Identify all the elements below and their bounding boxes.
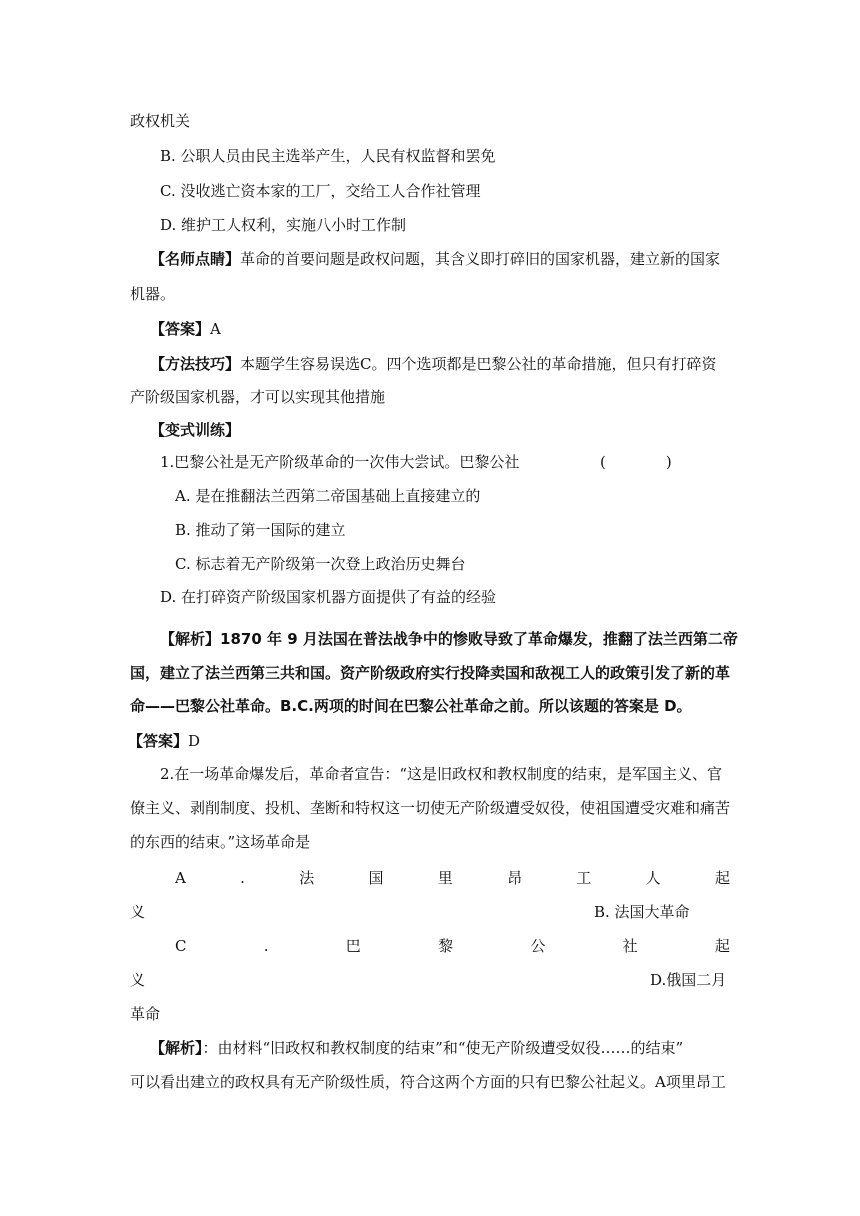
char: . bbox=[263, 937, 269, 955]
text-line: 可以看出建立的政权具有无产阶级性质，符合这两个方面的只有巴黎公社起义。A项里昂工 bbox=[130, 1073, 726, 1091]
char: 人 bbox=[645, 869, 661, 887]
text-line: 产阶级国家机器，才可以实现其他措施 bbox=[130, 388, 386, 406]
option-d: D. 维护工人权利，实施八小时工作制 bbox=[160, 216, 407, 234]
char: 起 bbox=[714, 869, 730, 887]
question-1 bbox=[160, 451, 760, 473]
option-a: A. 是在推翻法兰西第二帝国基础上直接建立的 bbox=[175, 487, 481, 505]
option-c-spread bbox=[175, 935, 730, 957]
analysis-tag: 【解析】 bbox=[150, 1039, 203, 1057]
char: 法 bbox=[299, 869, 315, 887]
answer-tag: 【答案】 bbox=[150, 320, 211, 338]
answer-1 bbox=[150, 318, 750, 340]
analysis-2 bbox=[150, 1037, 750, 1059]
option-b: B. 推动了第一国际的建立 bbox=[175, 521, 346, 539]
char: . bbox=[240, 869, 245, 887]
question-2: 2.在一场革命爆发后，革命者宣告：“这是旧政权和教权制度的结束，是军国主义、官 bbox=[160, 765, 722, 783]
section-heading: 【变式训练】 bbox=[150, 421, 241, 439]
char: C bbox=[175, 937, 187, 955]
text-line: 革命 bbox=[130, 1005, 161, 1023]
answer-value: D bbox=[188, 732, 201, 750]
char: 义 bbox=[130, 971, 146, 989]
analysis-text: 1870 年 9 月法国在普法战争中的惨败导致了革命爆发，推翻了法兰西第二帝 bbox=[220, 630, 738, 648]
answer-2 bbox=[128, 730, 728, 752]
char: 巴 bbox=[345, 937, 361, 955]
analysis-text: ：由材料“旧政权和教权制度的结束”和“使无产阶级遭受奴役……的结束” bbox=[202, 1039, 684, 1057]
option-row bbox=[130, 901, 730, 923]
char: 昂 bbox=[507, 869, 523, 887]
option-row bbox=[130, 969, 730, 991]
option-d: D.俄国二月 bbox=[650, 971, 727, 989]
question-1-text: 1.巴黎公社是无产阶级革命的一次伟大尝试。巴黎公社 bbox=[160, 453, 520, 471]
method-tip-tag: 【方法技巧】 bbox=[150, 355, 241, 373]
answer-value: A bbox=[210, 320, 221, 338]
text-line: 机器。 bbox=[130, 285, 176, 303]
answer-tag: 【答案】 bbox=[128, 732, 189, 750]
text-line: 政权机关 bbox=[130, 112, 191, 130]
char: 里 bbox=[437, 869, 453, 887]
option-c: C. 标志着无产阶级第一次登上政治历史舞台 bbox=[175, 555, 466, 573]
option-c: C. 没收逃亡资本家的工厂，交给工人合作社管理 bbox=[160, 182, 481, 200]
method-tip bbox=[150, 353, 750, 375]
answer-blank: ( ) bbox=[600, 453, 672, 471]
text-line: 僚主义、剥削制度、投机、垄断和特权这一切使无产阶级遭受奴役，使祖国遭受灾难和痛苦 bbox=[130, 799, 731, 817]
char: 工 bbox=[576, 869, 592, 887]
char: A bbox=[175, 869, 186, 887]
text-line: 的东西的结束。”这场革命是 bbox=[130, 833, 311, 851]
analysis-tag: 【解析】 bbox=[160, 630, 221, 648]
analysis-1 bbox=[160, 628, 760, 650]
char: 义 bbox=[130, 903, 146, 921]
method-tip-text: 本题学生容易误选C。四个选项都是巴黎公社的革命措施，但只有打碎资 bbox=[240, 355, 717, 373]
teacher-tip-text: 革命的首要问题是政权问题，其含义即打碎旧的国家机器，建立新的国家 bbox=[240, 250, 721, 268]
char: 国 bbox=[368, 869, 384, 887]
option-d: D. 在打碎资产阶级国家机器方面提供了有益的经验 bbox=[160, 588, 497, 606]
char: 社 bbox=[622, 937, 638, 955]
teacher-tip-tag: 【名师点睛】 bbox=[150, 250, 241, 268]
text-line: 命——巴黎公社革命。B.C.两项的时间在巴黎公社革命之前。所以该题的答案是 D。 bbox=[130, 697, 692, 715]
char: 黎 bbox=[438, 937, 454, 955]
text-line: 国，建立了法兰西第三共和国。资产阶级政府实行投降卖国和敌视工人的政策引发了新的革 bbox=[130, 664, 731, 682]
char: 公 bbox=[530, 937, 546, 955]
char: 起 bbox=[714, 937, 730, 955]
option-b: B. 公职人员由民主选举产生，人民有权监督和罢免 bbox=[160, 147, 496, 165]
teacher-tip bbox=[150, 248, 750, 270]
option-b: B. 法国大革命 bbox=[594, 903, 690, 921]
option-a-spread bbox=[175, 867, 730, 889]
